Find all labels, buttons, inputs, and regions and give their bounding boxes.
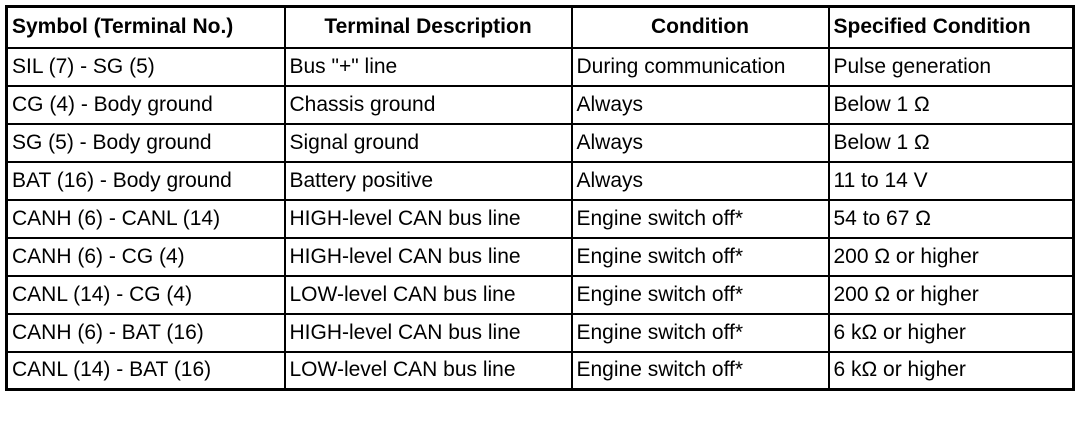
cell-symbol: CANL (14) - BAT (16) [7, 352, 285, 390]
cell-terminal-description: Battery positive [285, 162, 572, 200]
table-row [7, 48, 1074, 86]
cell-condition: Engine switch off* [572, 276, 829, 314]
header-specified-condition: Specified Condition [829, 7, 1074, 48]
table-row [7, 200, 1074, 238]
cell-symbol: CG (4) - Body ground [7, 86, 285, 124]
cell-specified-condition: Below 1 Ω [829, 86, 1074, 124]
cell-condition: Engine switch off* [572, 314, 829, 352]
cell-terminal-description: Signal ground [285, 124, 572, 162]
cell-terminal-description: HIGH-level CAN bus line [285, 314, 572, 352]
cell-specified-condition: 11 to 14 V [829, 162, 1074, 200]
cell-specified-condition: Pulse generation [829, 48, 1074, 86]
cell-condition: Always [572, 162, 829, 200]
cell-condition: During communication [572, 48, 829, 86]
cell-condition: Always [572, 124, 829, 162]
table-row [7, 162, 1074, 200]
cell-symbol: SIL (7) - SG (5) [7, 48, 285, 86]
table-header-row [7, 7, 1074, 48]
cell-specified-condition: 6 kΩ or higher [829, 352, 1074, 390]
cell-terminal-description: HIGH-level CAN bus line [285, 238, 572, 276]
cell-condition: Always [572, 86, 829, 124]
cell-symbol: SG (5) - Body ground [7, 124, 285, 162]
cell-specified-condition: Below 1 Ω [829, 124, 1074, 162]
terminal-spec-table [5, 5, 1075, 391]
cell-condition: Engine switch off* [572, 238, 829, 276]
cell-terminal-description: Chassis ground [285, 86, 572, 124]
table-row [7, 314, 1074, 352]
terminal-table-container [5, 5, 1075, 391]
cell-specified-condition: 200 Ω or higher [829, 276, 1074, 314]
header-condition: Condition [572, 7, 829, 48]
header-terminal-description: Terminal Description [285, 7, 572, 48]
cell-terminal-description: LOW-level CAN bus line [285, 276, 572, 314]
cell-terminal-description: LOW-level CAN bus line [285, 352, 572, 390]
table-row [7, 124, 1074, 162]
cell-specified-condition: 200 Ω or higher [829, 238, 1074, 276]
table-row [7, 238, 1074, 276]
cell-symbol: CANH (6) - BAT (16) [7, 314, 285, 352]
cell-terminal-description: Bus "+" line [285, 48, 572, 86]
table-row [7, 352, 1074, 390]
cell-symbol: CANL (14) - CG (4) [7, 276, 285, 314]
table-row [7, 276, 1074, 314]
cell-symbol: BAT (16) - Body ground [7, 162, 285, 200]
cell-condition: Engine switch off* [572, 200, 829, 238]
cell-specified-condition: 6 kΩ or higher [829, 314, 1074, 352]
cell-condition: Engine switch off* [572, 352, 829, 390]
cell-symbol: CANH (6) - CG (4) [7, 238, 285, 276]
cell-specified-condition: 54 to 67 Ω [829, 200, 1074, 238]
cell-terminal-description: HIGH-level CAN bus line [285, 200, 572, 238]
cell-symbol: CANH (6) - CANL (14) [7, 200, 285, 238]
table-row [7, 86, 1074, 124]
header-symbol: Symbol (Terminal No.) [7, 7, 285, 48]
